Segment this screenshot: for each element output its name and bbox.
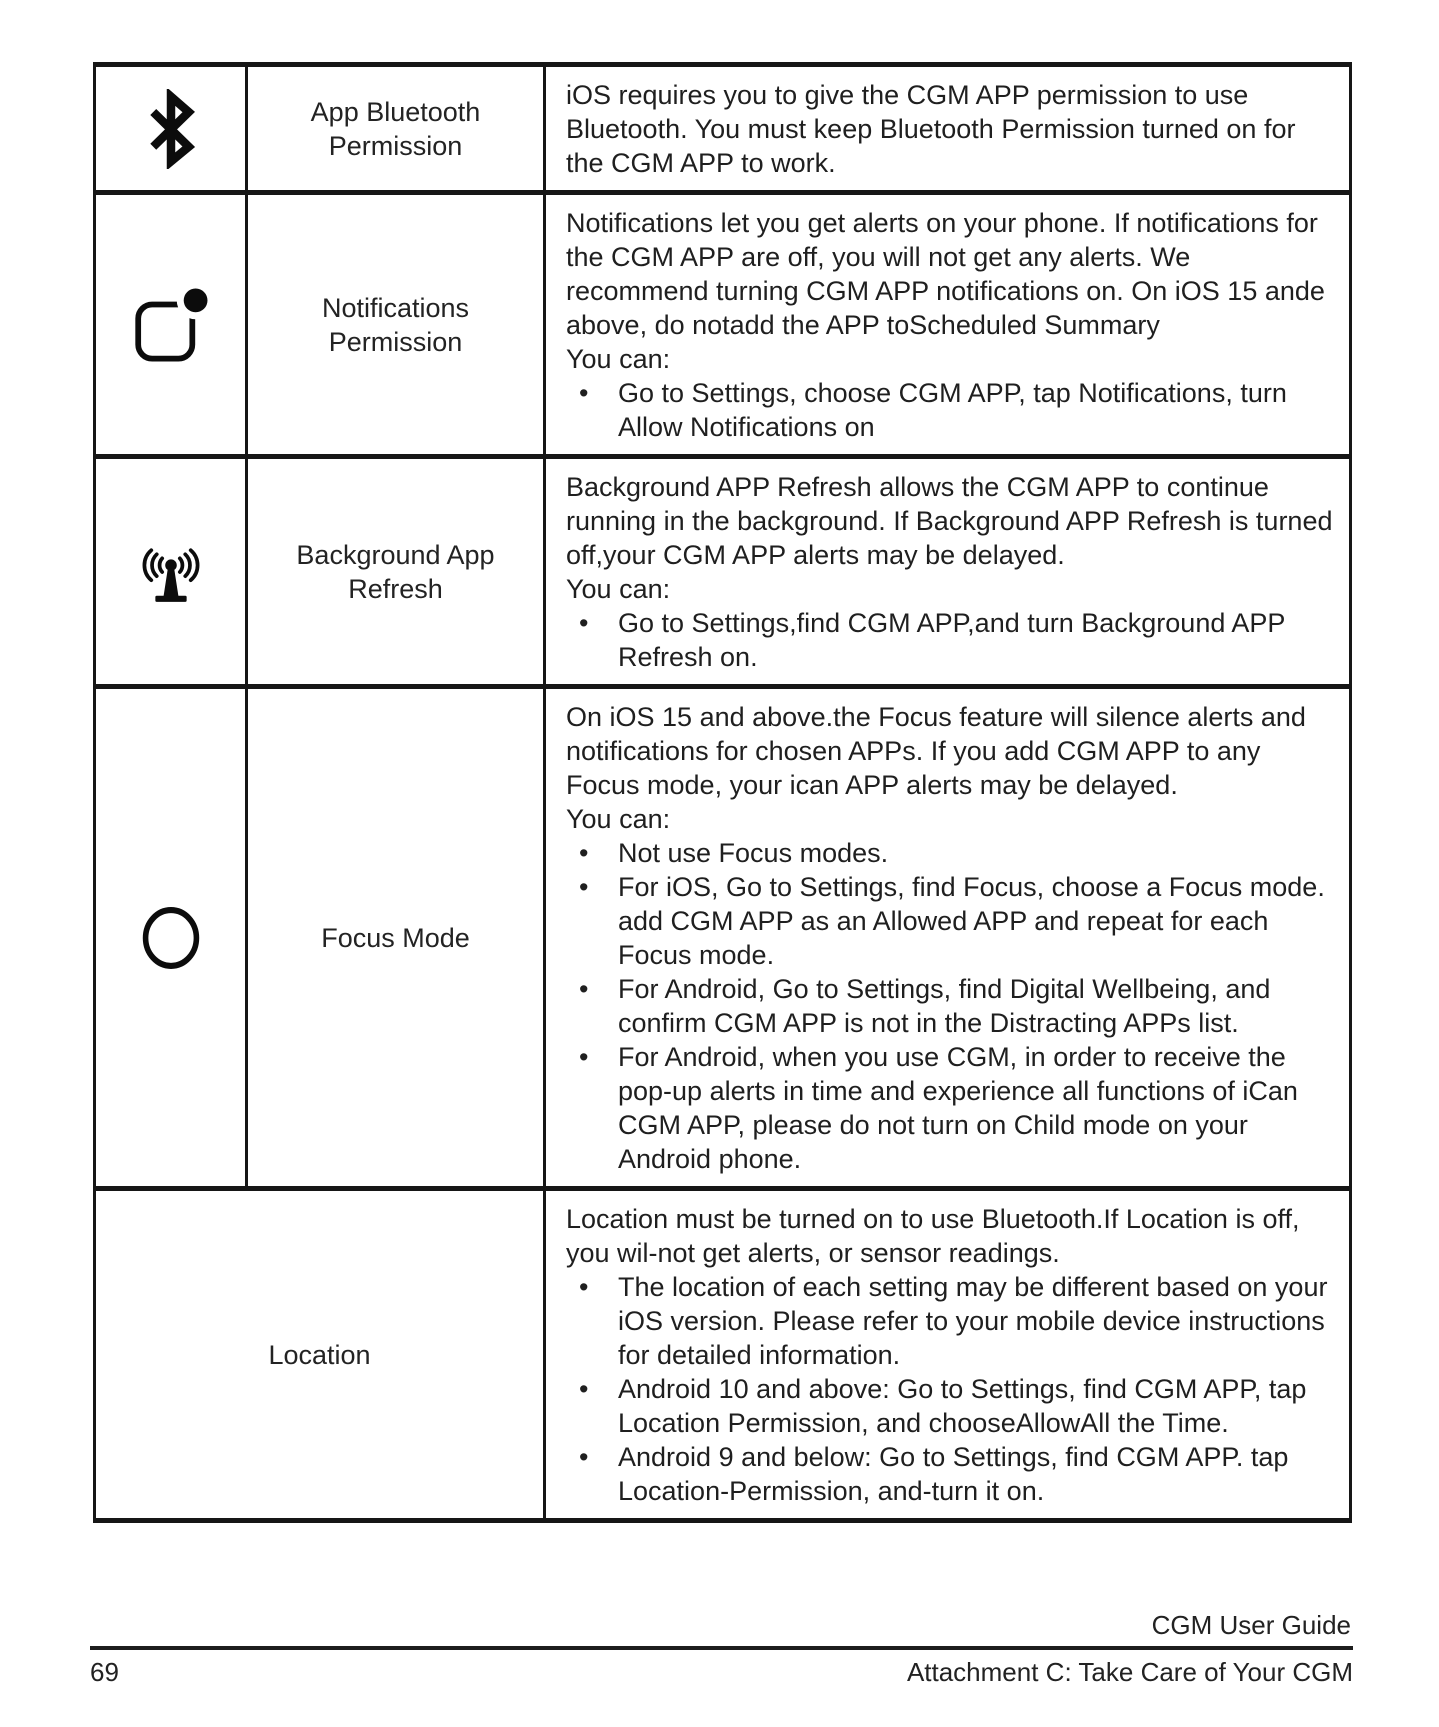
section-title: Attachment C: Take Care of Your CGM <box>906 1657 1353 1687</box>
page-footer <box>90 1610 1353 1688</box>
bullet-list <box>566 606 1337 674</box>
antenna-signal-icon <box>137 563 205 580</box>
permissions-table <box>93 62 1352 1523</box>
bullet-item: • Go to Settings,find CGM APP,and turn Background APP Refresh on. <box>566 606 1337 674</box>
bullet-list <box>566 376 1337 444</box>
row-description-cell <box>545 193 1351 457</box>
bullet-item: • Go to Settings, choose CGM APP, tap Notifications, turn Allow Notifications on <box>566 376 1337 444</box>
bluetooth-icon <box>144 120 198 137</box>
bullet-list <box>566 836 1337 1176</box>
table-row <box>95 1189 1351 1521</box>
focus-mode-icon <box>140 929 202 946</box>
icon-cell <box>95 457 247 687</box>
row-description: Location must be turned on to use Bluetooth.If Location is off, you wil-not get alerts, or sensor readings. <box>566 1204 1300 1268</box>
table-row <box>95 687 1351 1189</box>
row-description-cell <box>545 65 1351 193</box>
row-description: Background APP Refresh allows the CGM APP to continue running in the background. If Background APP Refresh is turned off,your CGM APP alerts may be delayed. <box>566 472 1333 570</box>
bullet-item: • Android 9 and below: Go to Settings, find CGM APP. tap Location-Permission, and-turn it on. <box>566 1440 1337 1508</box>
bullet-item: • The location of each setting may be different based on your iOS version. Please refer to your mobile device instructions for detailed information. <box>566 1270 1337 1372</box>
table-row <box>95 193 1351 457</box>
row-label: Location <box>95 1189 545 1521</box>
bullet-item: • For Android, Go to Settings, find Digital Wellbeing, and confirm CGM APP is not in the Distracting APPs list. <box>566 972 1337 1040</box>
table-row <box>95 457 1351 687</box>
icon-cell <box>95 65 247 193</box>
bullet-list <box>566 1270 1337 1508</box>
icon-cell <box>95 193 247 457</box>
notifications-icon <box>130 316 212 333</box>
table-row <box>95 65 1351 193</box>
bullet-item: • Not use Focus modes. <box>566 836 1337 870</box>
you-can-line: You can: <box>566 344 671 374</box>
icon-cell <box>95 687 247 1189</box>
you-can-line: You can: <box>566 804 671 834</box>
footer-divider <box>90 1646 1353 1650</box>
row-label: Background App Refresh <box>247 457 545 687</box>
row-description: Notifications let you get alerts on your phone. If notifications for the CGM APP are off, you will not get any alerts. We recommend turning CGM APP notifications on. On iOS 15 ande above, do notadd the APP toScheduled Summary <box>566 208 1325 340</box>
you-can-line: You can: <box>566 574 671 604</box>
page-number: 69 <box>90 1657 119 1687</box>
row-description-cell <box>545 687 1351 1189</box>
row-description: iOS requires you to give the CGM APP permission to use Bluetooth. You must keep Bluetooth Permission turned on for the CGM APP to work. <box>566 80 1296 178</box>
document-title: CGM User Guide <box>1151 1610 1351 1640</box>
row-description-cell <box>545 457 1351 687</box>
row-label: Notifications Permission <box>247 193 545 457</box>
row-description: On iOS 15 and above.the Focus feature will silence alerts and notifications for chosen APPs. If you add CGM APP to any Focus mode, your ican APP alerts may be delayed. <box>566 702 1306 800</box>
bullet-item: • For Android, when you use CGM, in order to receive the pop-up alerts in time and experience all functions of iCan CGM APP, please do not turn on Child mode on your Android phone. <box>566 1040 1337 1176</box>
row-description-cell <box>545 1189 1351 1521</box>
bullet-item: • Android 10 and above: Go to Settings, find CGM APP, tap Location Permission, and chooseAllowAll the Time. <box>566 1372 1337 1440</box>
bullet-item: • For iOS, Go to Settings, find Focus, choose a Focus mode. add CGM APP as an Allowed APP and repeat for each Focus mode. <box>566 870 1337 972</box>
row-label: Focus Mode <box>247 687 545 1189</box>
row-label: App Bluetooth Permission <box>247 65 545 193</box>
